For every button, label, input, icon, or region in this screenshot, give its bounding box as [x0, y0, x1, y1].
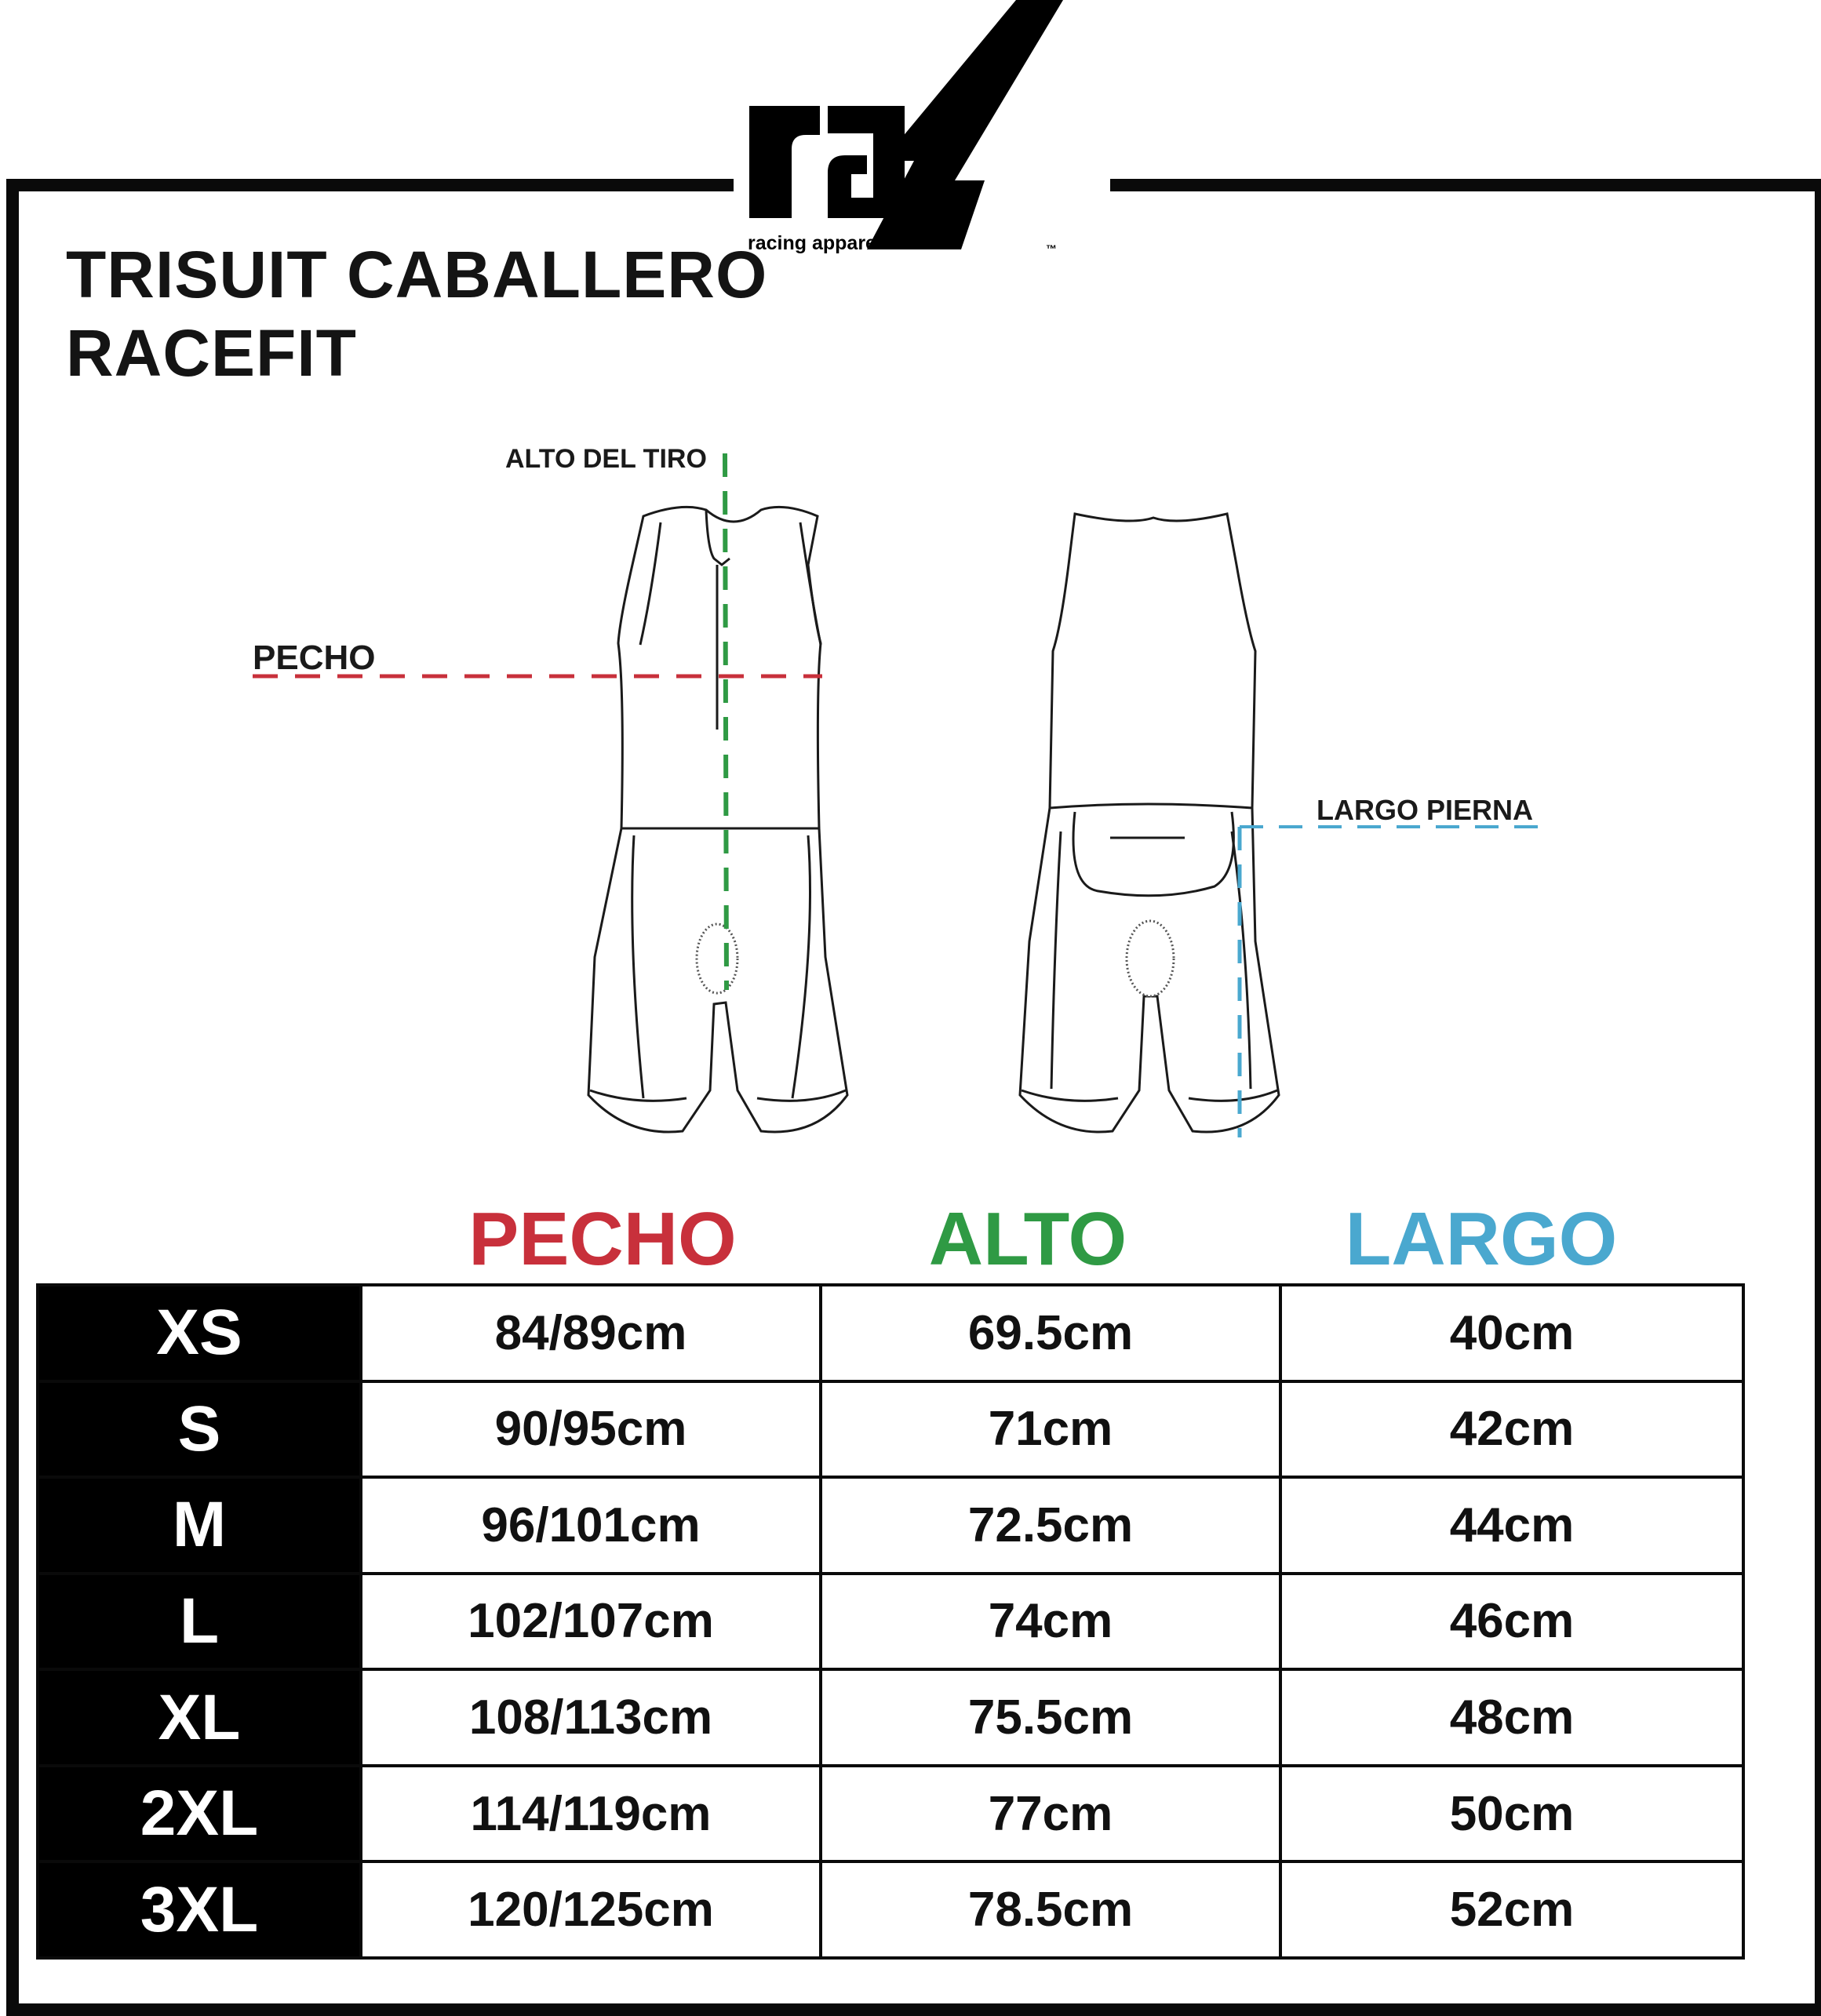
size-cell: 3XL [38, 1861, 361, 1958]
size-cell: S [38, 1381, 361, 1478]
largo-cell: 52cm [1280, 1861, 1743, 1958]
largo-pierna-label: LARGO PIERNA [1317, 794, 1534, 826]
largo-cell: 48cm [1280, 1669, 1743, 1766]
size-cell: M [38, 1477, 361, 1574]
largo-cell: 42cm [1280, 1381, 1743, 1478]
pecho-cell: 96/101cm [361, 1477, 821, 1574]
size-chart-table [36, 1283, 1745, 1960]
brand-wordmark: racing apparel [748, 232, 882, 254]
pecho-cell: 90/95cm [361, 1381, 821, 1478]
table-row [38, 1285, 1743, 1381]
table-row [38, 1861, 1743, 1958]
alto-guide-line [725, 453, 727, 990]
largo-column-header: LARGO [1345, 1197, 1618, 1281]
trademark-symbol: ™ [1046, 242, 1057, 255]
alto-cell: 74cm [821, 1574, 1280, 1670]
table-row [38, 1669, 1743, 1766]
alto-cell: 71cm [821, 1381, 1280, 1478]
title-line-2: RACEFIT [66, 316, 357, 390]
back-top-outline [1050, 514, 1255, 808]
alto-cell: 78.5cm [821, 1861, 1280, 1958]
table-row [38, 1766, 1743, 1862]
pecho-cell: 120/125cm [361, 1861, 821, 1958]
size-cell: XL [38, 1669, 361, 1766]
pecho-column-header: PECHO [468, 1197, 737, 1281]
pecho-cell: 84/89cm [361, 1285, 821, 1381]
alto-cell: 77cm [821, 1766, 1280, 1862]
alto-del-tiro-label: ALTO DEL TIRO [505, 444, 707, 474]
table-row [38, 1381, 1743, 1478]
alto-cell: 75.5cm [821, 1669, 1280, 1766]
alto-column-header: ALTO [928, 1197, 1127, 1281]
largo-cell: 46cm [1280, 1574, 1743, 1670]
pecho-cell: 114/119cm [361, 1766, 821, 1862]
alto-cell: 69.5cm [821, 1285, 1280, 1381]
largo-cell: 40cm [1280, 1285, 1743, 1381]
pecho-diagram-label: PECHO [253, 639, 376, 677]
back-chamois-icon [1127, 921, 1174, 996]
size-cell: L [38, 1574, 361, 1670]
front-top-outline [618, 507, 821, 828]
pecho-cell: 108/113cm [361, 1669, 821, 1766]
table-row [38, 1477, 1743, 1574]
title-line-1: TRISUIT CABALLERO [66, 238, 768, 311]
size-cell: 2XL [38, 1766, 361, 1862]
alto-cell: 72.5cm [821, 1477, 1280, 1574]
front-chamois-icon [697, 924, 738, 993]
size-cell: XS [38, 1285, 361, 1381]
table-row [38, 1574, 1743, 1670]
largo-cell: 44cm [1280, 1477, 1743, 1574]
largo-cell: 50cm [1280, 1766, 1743, 1862]
pecho-cell: 102/107cm [361, 1574, 821, 1670]
